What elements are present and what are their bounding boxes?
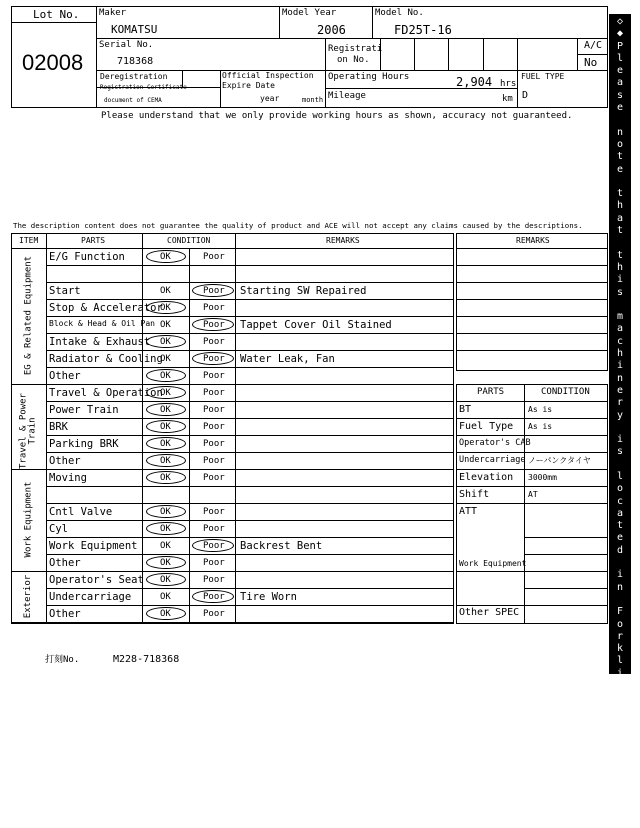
sidebar-letter: l xyxy=(616,52,624,64)
work-equipment-label: Work Equipment xyxy=(459,559,527,568)
part-name: Work Equipment xyxy=(49,540,138,552)
ok-circle-mark xyxy=(146,301,186,314)
ok-circle-mark xyxy=(146,250,186,263)
sidebar-letter: r xyxy=(616,630,624,642)
remark-text: Tappet Cover Oil Stained xyxy=(240,319,392,331)
spec-part: Shift xyxy=(459,489,490,500)
ok-option: OK xyxy=(160,541,171,551)
ok-option: OK xyxy=(160,439,171,449)
poor-option: Poor xyxy=(203,524,225,534)
ok-option: OK xyxy=(160,592,171,602)
ok-circle-mark xyxy=(146,437,186,450)
km-unit: km xyxy=(502,94,513,104)
fuel-type-value: D xyxy=(522,90,529,101)
spec-value: AT xyxy=(528,490,538,499)
sidebar-letter xyxy=(609,114,631,126)
part-name: Other xyxy=(49,455,81,467)
spec-value: ノーパンクタイヤ xyxy=(528,456,591,465)
sidebar-letter: t xyxy=(616,225,624,237)
poor-option: Poor xyxy=(203,405,225,415)
lot-label: Lot No. xyxy=(33,8,80,21)
ac-label: A/C xyxy=(584,40,603,51)
ok-option: OK xyxy=(160,558,171,568)
spec-part: Elevation xyxy=(459,472,514,483)
part-name: Cyl xyxy=(49,523,68,535)
sidebar-letter: m xyxy=(616,311,624,323)
poor-option: Poor xyxy=(203,354,225,364)
spec-part: ATT xyxy=(459,506,478,517)
sidebar-letter xyxy=(609,459,631,471)
poor-option: Poor xyxy=(203,507,225,517)
sidebar-letter: P xyxy=(616,716,624,728)
fuel-type-label: FUEL TYPE xyxy=(521,72,565,81)
model-no-label: Model No. xyxy=(375,8,424,18)
poor-option: Poor xyxy=(203,337,225,347)
sidebar-letter xyxy=(609,299,631,311)
inspection-label-1: Official Inspection xyxy=(222,71,314,80)
part-name: Parking BRK xyxy=(49,438,119,450)
ok-option: OK xyxy=(160,507,171,517)
ok-circle-mark xyxy=(146,369,186,382)
sidebar-letter: d xyxy=(616,544,624,556)
hours-note: Please understand that we only provide working hours as shown, accuracy not guaranteed. xyxy=(101,111,573,121)
part-name: Power Train xyxy=(49,404,119,416)
sidebar-letter: c xyxy=(616,495,624,507)
ok-circle-mark xyxy=(146,573,186,586)
sidebar-letter: o xyxy=(616,618,624,630)
sidebar-letter: e xyxy=(616,163,624,175)
group-label: EG & Related Equipment xyxy=(23,255,33,376)
spec-part: Operator's CAB xyxy=(459,438,531,448)
poor-option: Poor xyxy=(203,286,225,296)
ok-circle-mark xyxy=(146,335,186,348)
poor-circle-mark xyxy=(192,590,234,603)
part-name: Start xyxy=(49,285,81,297)
other-spec-label: Other SPEC xyxy=(459,607,520,618)
stamp-label: 打刻No. xyxy=(45,655,80,665)
sidebar-letter xyxy=(609,237,631,249)
sidebar-letter: o xyxy=(616,138,624,150)
sidebar-letter: s xyxy=(616,89,624,101)
sidebar-letter: n xyxy=(616,372,624,384)
cema-label: document of CEMA xyxy=(104,97,162,104)
maker-value: KOMATSU xyxy=(111,23,158,36)
remarks-header: REMARKS xyxy=(326,236,360,245)
sidebar-letter: n xyxy=(616,126,624,138)
remark-text: Backrest Bent xyxy=(240,540,323,552)
year-label: year xyxy=(260,94,280,103)
part-name: Stop & Accelerator xyxy=(49,302,163,314)
sidebar-letter: t xyxy=(616,188,624,200)
spec-condition-header: CONDITION xyxy=(541,387,590,397)
poor-option: Poor xyxy=(203,558,225,568)
stamp-value: M228-718368 xyxy=(113,654,180,665)
model-year-label: Model Year xyxy=(282,8,337,18)
ok-option: OK xyxy=(160,252,171,262)
group-label: Exterior xyxy=(23,574,33,618)
sidebar-letter: o xyxy=(616,483,624,495)
item-header: ITEM xyxy=(19,236,39,245)
poor-option: Poor xyxy=(203,473,225,483)
right-remarks-header: REMARKS xyxy=(516,236,550,245)
hrs-unit: hrs xyxy=(500,79,517,89)
sidebar-letter: t xyxy=(616,520,624,532)
mileage-label: Mileage xyxy=(328,91,366,101)
part-name: Other xyxy=(49,370,81,382)
ok-option: OK xyxy=(160,405,171,415)
poor-option: Poor xyxy=(203,456,225,466)
poor-option: Poor xyxy=(203,541,225,551)
ok-option: OK xyxy=(160,422,171,432)
sidebar-letter: n xyxy=(616,778,624,790)
maker-label: Maker xyxy=(99,8,127,18)
sidebar-letter: e xyxy=(616,102,624,114)
part-name: Travel & Operation xyxy=(49,387,163,399)
poor-option: Poor xyxy=(203,320,225,330)
sidebar-letter: t xyxy=(616,249,624,261)
poor-option: Poor xyxy=(203,592,225,602)
registration-certificate-label: Registration Certificate xyxy=(100,84,187,91)
model-no-value: FD25T-16 xyxy=(394,23,452,37)
diamond-icon: ◇ xyxy=(616,815,624,827)
poor-circle-mark xyxy=(192,352,234,365)
parts-header: PARTS xyxy=(81,236,106,245)
poor-option: Poor xyxy=(203,371,225,381)
part-name: Moving xyxy=(49,472,87,484)
poor-circle-mark xyxy=(192,284,234,297)
deregistration-label: Deregistration xyxy=(100,72,168,81)
remark-text: Starting SW Repaired xyxy=(240,285,367,297)
sidebar-letter: a xyxy=(616,77,624,89)
sidebar-letter: l xyxy=(616,470,624,482)
ok-circle-mark xyxy=(146,607,186,620)
part-name: Other xyxy=(49,557,81,569)
poor-option: Poor xyxy=(203,303,225,313)
poor-option: Poor xyxy=(203,422,225,432)
month-label: month xyxy=(302,96,324,104)
sidebar-letter xyxy=(609,594,631,606)
ok-option: OK xyxy=(160,456,171,466)
sidebar-letter: a xyxy=(616,507,624,519)
sidebar-letter: e xyxy=(616,532,624,544)
condition-header: CONDITION xyxy=(167,236,211,245)
operating-hours-value: 2,904 xyxy=(456,75,493,89)
ok-circle-mark xyxy=(146,403,186,416)
serial-value: 718368 xyxy=(117,56,154,67)
sidebar-letter: r xyxy=(616,741,624,753)
diamond-icon: ◆ xyxy=(616,28,624,40)
diamond-icon: ◇ xyxy=(616,16,624,27)
sidebar-letter: F xyxy=(616,606,624,618)
ok-option: OK xyxy=(160,524,171,534)
ok-option: OK xyxy=(160,609,171,619)
sidebar-letter: t xyxy=(616,692,624,704)
sidebar-letter: s xyxy=(616,446,624,458)
spec-value: As is xyxy=(528,405,553,414)
ok-circle-mark xyxy=(146,420,186,433)
sidebar-letter xyxy=(609,422,631,434)
group-label: Travel & Power Train xyxy=(18,392,38,469)
disclaimer: The description content does not guarantee the quality of product and ACE will not accept any claims caused by the descriptions. xyxy=(13,221,583,230)
sidebar-letter: P xyxy=(616,40,624,52)
part-name: Cntl Valve xyxy=(49,506,113,518)
part-name: Block & Head & Oil Pan xyxy=(49,319,155,328)
ok-circle-mark xyxy=(146,505,186,518)
remark-text: Tire Worn xyxy=(240,591,297,603)
poor-option: Poor xyxy=(203,575,225,585)
registration-label-1: Registrati xyxy=(328,44,383,54)
sidebar-letter: y xyxy=(616,409,624,421)
diamond-icon: ◆ xyxy=(616,803,624,814)
serial-label: Serial No. xyxy=(99,40,154,50)
sidebar-letter xyxy=(609,176,631,188)
sidebar-letter: i xyxy=(616,434,624,446)
poor-option: Poor xyxy=(203,252,225,262)
ok-option: OK xyxy=(160,473,171,483)
sidebar-letter: i xyxy=(616,667,624,679)
model-year-value: 2006 xyxy=(317,23,346,37)
ok-option: OK xyxy=(160,337,171,347)
ok-option: OK xyxy=(160,371,171,381)
part-name: Operator's Seat xyxy=(49,574,144,586)
ok-circle-mark xyxy=(146,556,186,569)
sidebar-letter: a xyxy=(616,729,624,741)
sidebar-letter xyxy=(609,705,631,717)
sidebar-letter: a xyxy=(616,212,624,224)
group-label: Work Equipment xyxy=(23,481,33,558)
sidebar-letter: i xyxy=(616,766,624,778)
sidebar-letter: h xyxy=(616,348,624,360)
ok-circle-mark xyxy=(146,454,186,467)
part-name: Intake & Exhaust xyxy=(49,336,151,348)
sidebar-letter: e xyxy=(616,384,624,396)
ok-circle-mark xyxy=(146,386,186,399)
ok-circle-mark xyxy=(146,522,186,535)
lot-number: 02008 xyxy=(22,50,84,75)
sidebar-letter: c xyxy=(616,335,624,347)
ok-option: OK xyxy=(160,286,171,296)
sidebar-letter: t xyxy=(616,151,624,163)
spec-part: BT xyxy=(459,404,472,415)
spec-parts-header: PARTS xyxy=(477,387,505,397)
remark-text: Water Leak, Fan xyxy=(240,353,335,365)
sidebar-letter: e xyxy=(616,65,624,77)
sidebar-letter: s xyxy=(616,286,624,298)
sidebar-letter: g xyxy=(616,790,624,802)
sidebar-letter: n xyxy=(616,581,624,593)
poor-option: Poor xyxy=(203,609,225,619)
spec-value: 3000mm xyxy=(528,473,557,482)
sidebar-letter: f xyxy=(616,680,624,692)
ok-option: OK xyxy=(160,354,171,364)
sidebar-letter: a xyxy=(616,323,624,335)
ok-option: OK xyxy=(160,320,171,330)
spec-value: As is xyxy=(528,422,553,431)
poor-circle-mark xyxy=(192,539,234,552)
spec-part: Undercarriage xyxy=(459,455,526,465)
poor-circle-mark xyxy=(192,318,234,331)
sidebar-letter: i xyxy=(616,360,624,372)
part-name: Radiator & Cooling xyxy=(49,353,163,365)
ac-value: No xyxy=(584,56,598,69)
poor-option: Poor xyxy=(203,388,225,398)
sidebar-letter: i xyxy=(616,569,624,581)
part-name: Undercarriage xyxy=(49,591,132,603)
ok-option: OK xyxy=(160,575,171,585)
part-name: E/G Function xyxy=(49,251,125,263)
inspection-label-2: Expire Date xyxy=(222,81,275,90)
sidebar-letter: r xyxy=(616,397,624,409)
registration-label-2: on No. xyxy=(337,55,370,65)
sidebar-letter: l xyxy=(616,655,624,667)
poor-option: Poor xyxy=(203,439,225,449)
part-name: BRK xyxy=(49,421,68,433)
sidebar-letter: h xyxy=(616,200,624,212)
spec-part: Fuel Type xyxy=(459,421,514,432)
sidebar-letter: h xyxy=(616,261,624,273)
ok-circle-mark xyxy=(146,471,186,484)
operating-hours-label: Operating Hours xyxy=(328,72,410,82)
sidebar-letter: k xyxy=(616,753,624,765)
ok-option: OK xyxy=(160,388,171,398)
sidebar-letter: k xyxy=(616,643,624,655)
location-note-sidebar xyxy=(609,14,631,827)
sidebar-letter: i xyxy=(616,274,624,286)
sidebar-letter xyxy=(609,557,631,569)
part-name: Other xyxy=(49,608,81,620)
ok-option: OK xyxy=(160,303,171,313)
